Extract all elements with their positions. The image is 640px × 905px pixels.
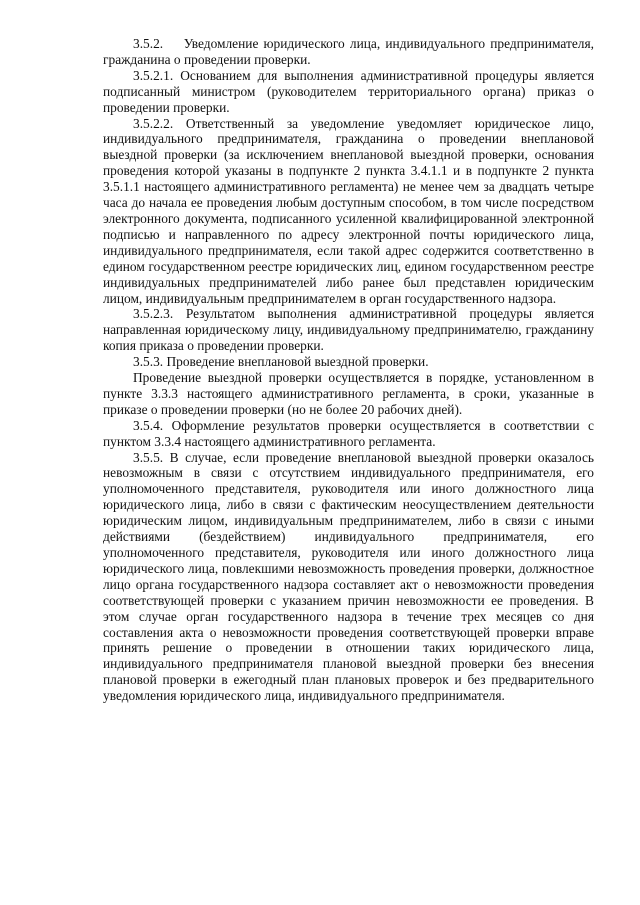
paragraph-3-5-2-3: 3.5.2.3. Результатом выполнения административной процедуры является направленная юридическому лицу, индивидуальному предпринимателю, гражданину копия приказа о проведении проверки. — [103, 306, 594, 354]
paragraph-3-5-2-1: 3.5.2.1. Основанием для выполнения административной процедуры является подписанный министром (руководителем территориального органа) приказ о проведении проверки. — [103, 67, 594, 115]
paragraph-3-5-2-2: 3.5.2.2. Ответственный за уведомление уведомляет юридическое лицо, индивидуального предпринимателя, гражданина о проведении внеплановой выездной проверки (за исключением внеплановой выездной проверки, основания проведения которой указаны в подпункте 2 пункта 3.4.1.1 и в подпункте 2 пункта 3.5.1.1 настоящего административного регламента) не менее чем за двадцать четыре часа до начала ее проведения любым доступным способом, в том числе посредством электронного документа, подписанного усиленной квалифицированной электронной подписью и направленного по адресу электронной почты юридического лица, индивидуального предпринимателя, если такой адрес содержится соответственно в едином государственном реестре юридических лиц, едином государственном реестре индивидуальных предпринимателей либо ранее был представлен юридическим лицом, индивидуальным предпринимателем в орган государственного надзора. — [103, 115, 594, 306]
paragraph-3-5-5: 3.5.5. В случае, если проведение внеплановой выездной проверки оказалось невозможным в связи с отсутствием индивидуального предпринимателя, его уполномоченного представителя, руководителя или иного должностного лица юридического лица, либо в связи с фактическим неосуществлением деятельности юридическим лицом, индивидуальным предпринимателем, либо в связи с иными действиями (бездействием) индивидуального предпринимателя, его уполномоченного представителя, руководителя или иного должностного лица юридического лица, повлекшими невозможность проведения проверки, должностное лицо органа государственного надзора составляет акт о невозможности проведения соответствующей проверки с указанием причин невозможности ее проведения. В этом случае орган государственного надзора в течение трех месяцев со дня составления акта о невозможности проведения соответствующей проверки вправе принять решение о проведении в отношении таких юридического лица, индивидуального предпринимателя плановой выездной проверки без внесения плановой проверки в ежегодный план плановых проверок и без предварительного уведомления юридического лица, индивидуального предпринимателя. — [103, 449, 594, 704]
paragraph-3-5-3: 3.5.3. Проведение внеплановой выездной проверки. — [133, 354, 429, 370]
paragraph-3-5-2: 3.5.2. Уведомление юридического лица, индивидуального предпринимателя, гражданина о проведении проверки. — [103, 36, 594, 67]
paragraph-3-5-3-body: Проведение выездной проверки осуществляется в порядке, установленном в пункте 3.3.3 настоящего административного регламента, в сроки, указанные в приказе о проведении проверки (но не более 20 рабочих дней). — [103, 370, 594, 417]
paragraph-3-5-4: 3.5.4. Оформление результатов проверки осуществляется в соответствии с пунктом 3.3.4 настоящего административного регламента. — [103, 417, 594, 449]
